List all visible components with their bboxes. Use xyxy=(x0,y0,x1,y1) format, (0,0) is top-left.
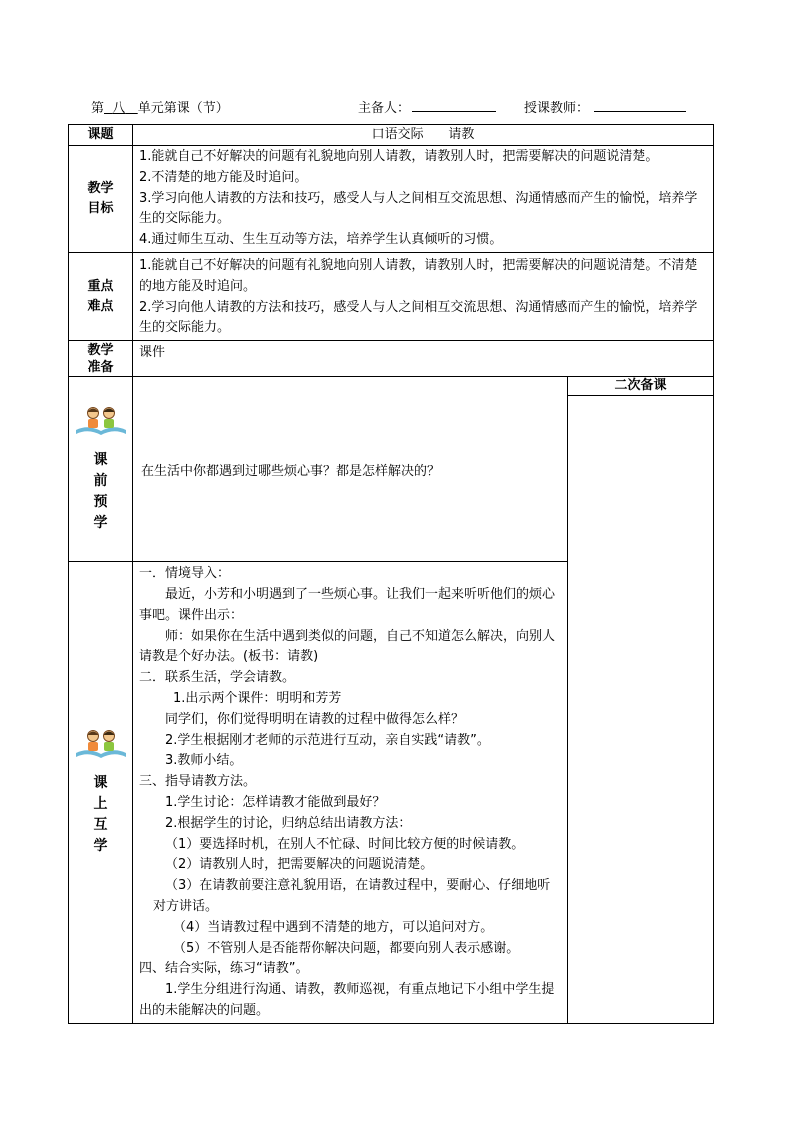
preparer-blank[interactable] xyxy=(412,111,496,112)
goal-item: 1.能就自己不好解决的问题有礼貌地向别人请教，请教别人时，把需要解决的问题说清楚。 xyxy=(139,149,659,164)
in-class-content xyxy=(133,562,568,1024)
section-title: 四、结合实际，练习“请教”。 xyxy=(139,961,309,977)
list-item: 1.学生分组进行沟通、请教，教师巡视，有重点地记下小组中学生提出的未能解决的问题。 xyxy=(139,982,555,1018)
method-item: （5）不管别人是否能帮你解决问题，都要向别人表示感谢。 xyxy=(173,940,520,956)
topic-row xyxy=(69,125,714,146)
second-prep-column[interactable] xyxy=(568,377,714,1024)
preparation-label: 教学 准备 xyxy=(69,341,133,377)
preview-label: 课 前 预 学 xyxy=(69,377,133,562)
list-item: 2.学生根据刚才老师的示范进行互动，亲自实践“请教”。 xyxy=(165,732,490,748)
list-item: 1.学生讨论：怎样请教才能做到最好？ xyxy=(165,794,386,810)
method-item: （3）在请教前要注意礼貌用语，在请教过程中，要耐心、仔细地听对方讲话。 xyxy=(153,878,551,914)
goal-item: 2.不清楚的地方能及时追问。 xyxy=(139,169,308,185)
list-item: 1.出示两个课件：明明和芳芳 xyxy=(173,690,342,706)
topic-label: 课题 xyxy=(69,125,133,146)
goals-content xyxy=(133,146,714,253)
preparation-value: 课件 xyxy=(133,341,714,377)
paragraph: 同学们，你们觉得明明在请教的过程中做得怎么样？ xyxy=(165,711,465,727)
preview-row xyxy=(69,377,714,562)
key-point-item: 2.学习向他人请教的方法和技巧，感受人与人之间相互交流思想、沟通情感而产生的愉悦，培养学生的交际能力。 xyxy=(139,299,698,336)
key-point-item: 1.能就自己不好解决的问题有礼貌地向别人请教，请教别人时，把需要解决的问题说清楚。不清楚的地方能及时追问。 xyxy=(139,257,698,294)
section-title: 一．情境导入： xyxy=(139,566,231,582)
teacher-blank[interactable] xyxy=(594,111,686,112)
lesson-plan-table xyxy=(68,124,714,1024)
key-points-label: 重点 难点 xyxy=(69,252,133,340)
section-title: 二．联系生活，学会请教。 xyxy=(139,670,296,686)
preparation-row xyxy=(69,341,714,377)
key-points-content xyxy=(133,252,714,340)
second-prep-header: 二次备课 xyxy=(568,377,713,396)
teacher-label: 授课教师： xyxy=(524,101,590,116)
section-title: 三、指导请教方法。 xyxy=(139,774,257,790)
lesson-header xyxy=(0,97,794,115)
topic-value: 口语交际 请教 xyxy=(133,125,714,146)
method-item: （4）当请教过程中遇到不清楚的地方，可以追问对方。 xyxy=(173,919,494,935)
reading-children-icon xyxy=(69,727,132,761)
paragraph: 师：如果你在生活中遇到类似的问题，自己不知道怎么解决，向别人请教是个好办法。(板书：请教) xyxy=(139,628,556,665)
reading-children-icon xyxy=(69,404,132,438)
preview-question: 在生活中你都遇到过哪些烦心事？都是怎样解决的？ xyxy=(133,377,568,562)
goal-item: 4.通过师生互动、生生互动等方法，培养学生认真倾听的习惯。 xyxy=(139,232,503,248)
paragraph: 最近，小芳和小明遇到了一些烦心事。让我们一起来听听他们的烦心事吧。课件出示： xyxy=(139,586,556,623)
key-points-row xyxy=(69,252,714,340)
goals-label: 教学 目标 xyxy=(69,146,133,253)
method-item: （2）请教别人时，把需要解决的问题说清楚。 xyxy=(165,857,434,873)
in-class-label: 课 上 互 学 xyxy=(69,562,133,1024)
goal-item: 3.学习向他人请教的方法和技巧，感受人与人之间相互交流思想、沟通情感而产生的愉悦，培养学生的交际能力。 xyxy=(139,190,698,227)
unit-number: 八 xyxy=(112,101,126,116)
list-item: 2.根据学生的讨论，归纳总结出请教方法： xyxy=(165,815,412,831)
list-item: 3.教师小结。 xyxy=(165,753,243,769)
unit-label: 第 八 单元第课（节） xyxy=(91,101,229,116)
preparer-label: 主备人： xyxy=(358,101,411,116)
goals-row xyxy=(69,146,714,253)
method-item: （1）要选择时机，在别人不忙碌、时间比较方便的时候请教。 xyxy=(165,836,525,852)
